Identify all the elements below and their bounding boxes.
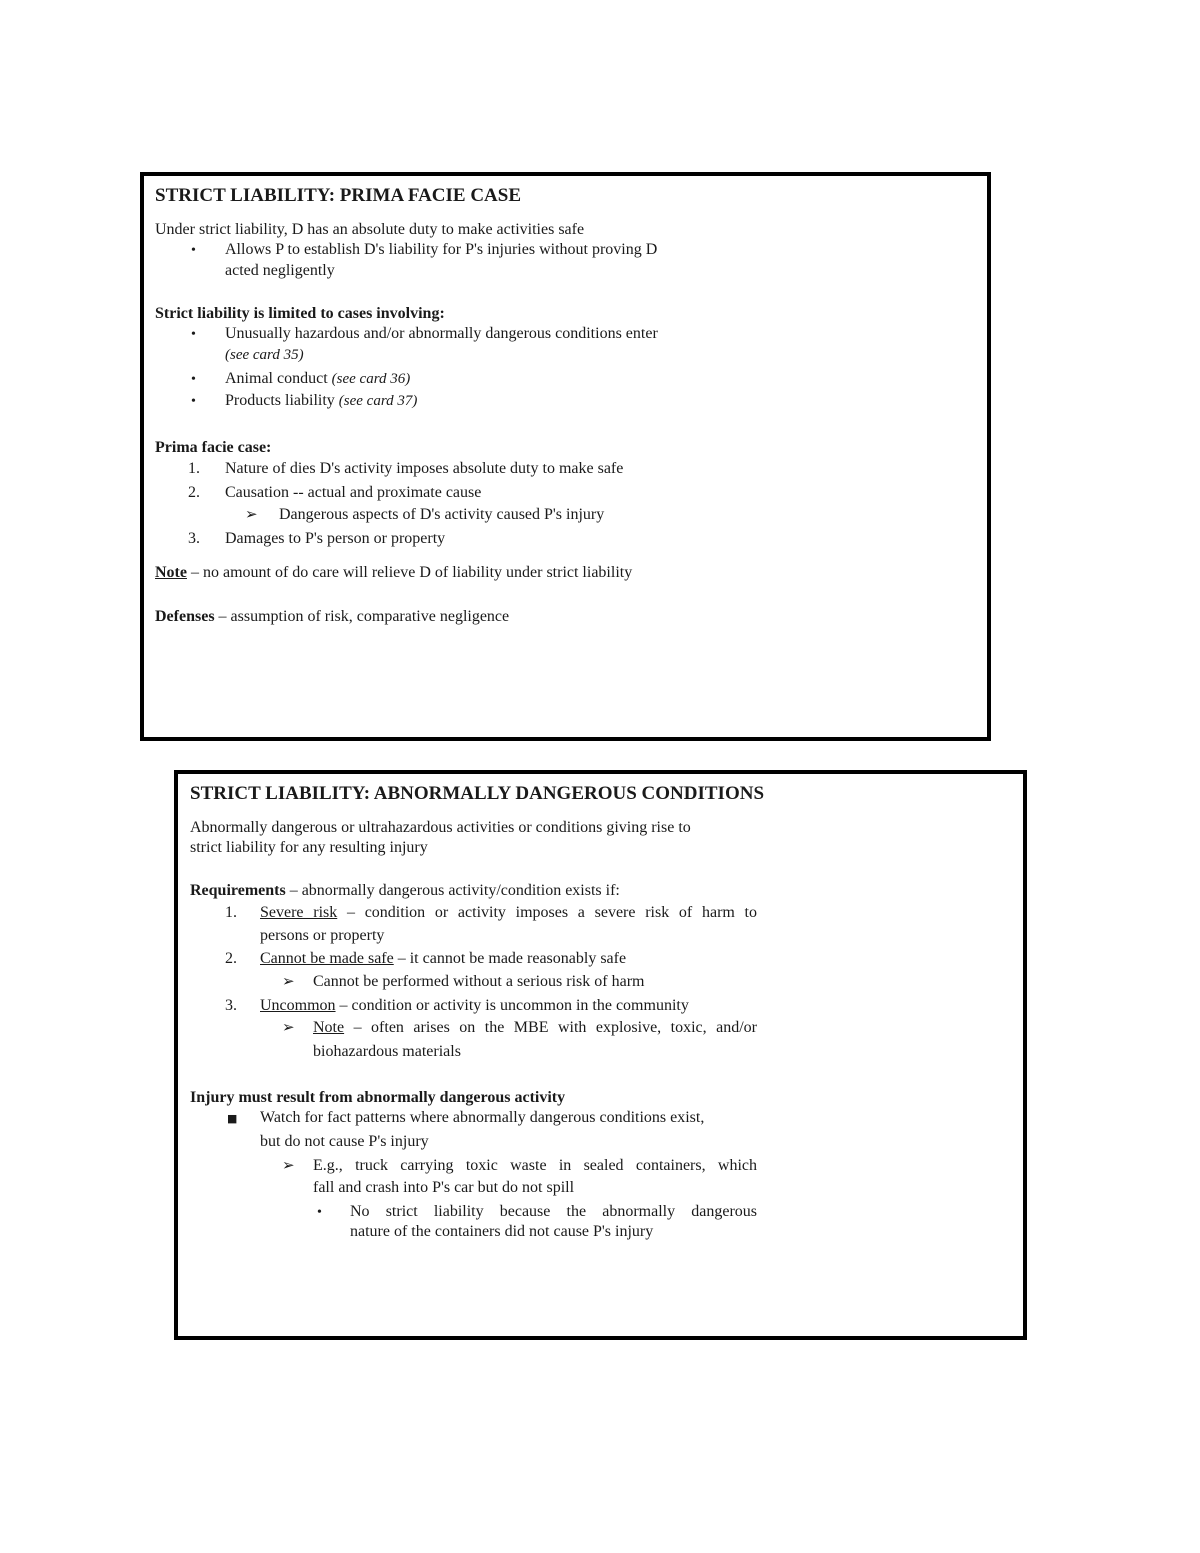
card-title: STRICT LIABILITY: ABNORMALLY DANGEROUS CONDITIONS	[190, 783, 765, 804]
bullet-icon: •	[191, 243, 196, 258]
arrow-bullet-icon: ➢	[245, 505, 258, 523]
watch-line1: Watch for fact patterns where abnormally dangerous conditions exist,	[260, 1109, 705, 1126]
card-reference: (see card 35)	[225, 347, 304, 363]
limited-item: Unusually hazardous and/or abnormally dangerous conditions enter	[225, 325, 658, 342]
limited-item: Animal conduct (see card 36)	[225, 370, 411, 387]
card-title: STRICT LIABILITY: PRIMA FACIE CASE	[155, 185, 522, 206]
intro-text: Under strict liability, D has an absolute duty to make activities safe	[155, 221, 585, 238]
conclusion-line2: nature of the containers did not cause P's injury	[350, 1223, 654, 1240]
square-bullet-icon: ■	[227, 1112, 238, 1125]
requirement-item: Uncommon – condition or activity is uncommon in the community	[260, 997, 689, 1014]
prima-item: Nature of dies D's activity imposes absolute duty to make safe	[225, 460, 624, 477]
flashcard-abnormally-dangerous	[174, 770, 1027, 1340]
injury-heading: Injury must result from abnormally dangerous activity	[190, 1089, 566, 1106]
defenses-line: Defenses – assumption of risk, comparative negligence	[155, 608, 510, 625]
bullet-icon: •	[191, 372, 196, 387]
arrow-bullet-icon: ➢	[282, 1018, 295, 1036]
note-line: Note – no amount of do care will relieve D of liability under strict liability	[155, 564, 633, 581]
conclusion-line1: No strict liability because the abnormally dangerous	[350, 1203, 757, 1220]
requirements-label: Requirements	[190, 882, 286, 899]
prima-heading: Prima facie case:	[155, 439, 272, 456]
requirement-sub: Cannot be performed without a serious risk of harm	[313, 973, 645, 990]
note-label: Note	[155, 564, 187, 581]
list-number: 2.	[188, 484, 200, 501]
example-line1: E.g., truck carrying toxic waste in sealed containers, which	[313, 1157, 757, 1174]
card-reference: (see card 36)	[331, 371, 411, 387]
watch-line2: but do not cause P's injury	[260, 1133, 429, 1150]
causation-sub: Dangerous aspects of D's activity caused P's injury	[279, 506, 605, 523]
requirement-item: Severe risk – condition or activity imposes a severe risk of harm to	[260, 904, 758, 921]
bullet-icon: •	[191, 394, 196, 409]
intro-line1: Abnormally dangerous or ultrahazardous activities or conditions giving rise to	[190, 819, 691, 836]
list-number: 1.	[225, 904, 237, 921]
list-number: 1.	[188, 460, 200, 477]
requirement-sub-cont: biohazardous materials	[313, 1043, 461, 1060]
arrow-bullet-icon: ➢	[282, 972, 295, 990]
example-line2: fall and crash into P's car but do not spill	[313, 1179, 575, 1196]
limited-heading: Strict liability is limited to cases involving:	[155, 305, 445, 322]
defenses-label: Defenses	[155, 608, 215, 625]
limited-item: Products liability (see card 37)	[225, 392, 418, 409]
prima-item: Causation -- actual and proximate cause	[225, 484, 482, 501]
list-number: 2.	[225, 950, 237, 967]
arrow-bullet-icon: ➢	[282, 1156, 295, 1174]
flashcard-prima-facie	[140, 172, 991, 741]
requirement-item: Cannot be made safe – it cannot be made reasonably safe	[260, 950, 627, 967]
bullet-icon: •	[191, 327, 196, 342]
bullet-icon: •	[317, 1205, 322, 1220]
prima-item: Damages to P's person or property	[225, 530, 446, 547]
list-number: 3.	[225, 997, 237, 1014]
requirement-sub: Note – often arises on the MBE with explosive, toxic, and/or	[313, 1019, 757, 1036]
card-reference: (see card 37)	[338, 393, 418, 409]
list-number: 3.	[188, 530, 200, 547]
intro-line2: strict liability for any resulting injury	[190, 839, 428, 856]
requirements-line: Requirements – abnormally dangerous activity/condition exists if:	[190, 882, 620, 899]
intro-bullet-line2: acted negligently	[225, 262, 335, 279]
intro-bullet-line1: Allows P to establish D's liability for P's injuries without proving D	[225, 241, 658, 258]
requirement-item-cont: persons or property	[260, 927, 385, 944]
